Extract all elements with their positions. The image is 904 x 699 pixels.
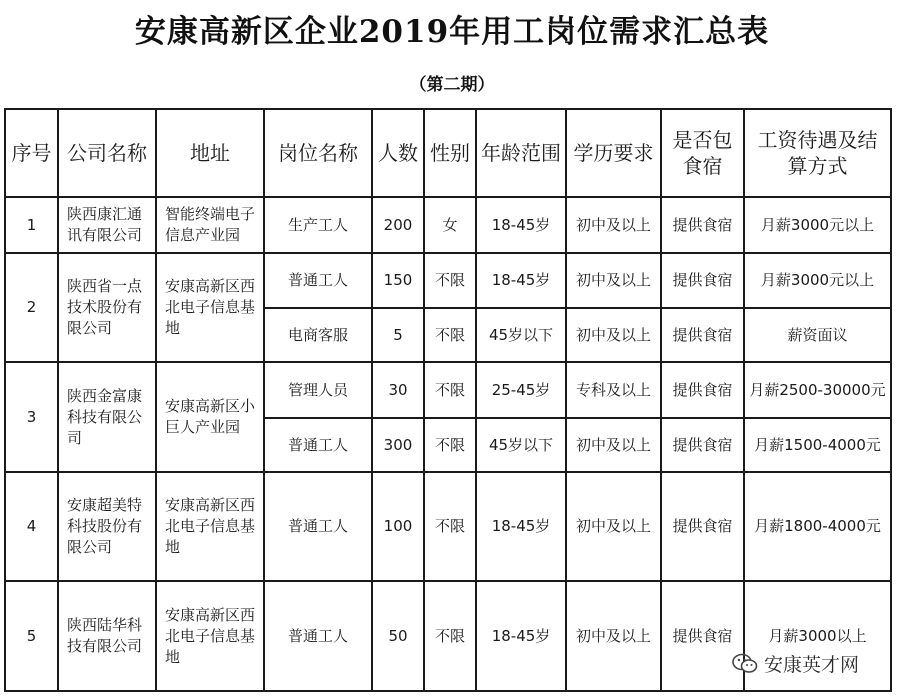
row-index: 2 — [5, 253, 58, 362]
company-name: 安康超美特科技股份有限公司 — [58, 472, 156, 581]
row-index: 1 — [5, 197, 58, 253]
job-count: 100 — [372, 472, 424, 581]
company-address: 安康高新区西北电子信息基地 — [156, 581, 264, 691]
page-title: 安康高新区企业2019年用工岗位需求汇总表 — [134, 14, 770, 50]
company-address: 安康高新区西北电子信息基地 — [156, 253, 264, 362]
job-count: 30 — [372, 362, 424, 418]
job-position: 电商客服 — [264, 308, 372, 362]
header-gender: 性别 — [424, 109, 476, 197]
job-salary: 月薪3000以上 — [744, 581, 891, 691]
header-position: 岗位名称 — [264, 109, 372, 197]
company-name: 陕西金富康科技有限公司 — [58, 362, 156, 472]
job-board: 提供食宿 — [661, 308, 744, 362]
row-index: 4 — [5, 472, 58, 581]
job-position: 普通工人 — [264, 418, 372, 472]
job-salary: 月薪2500-30000元 — [744, 362, 891, 418]
company-address: 智能终端电子信息产业园 — [156, 197, 264, 253]
job-age: 45岁以下 — [476, 418, 566, 472]
company-address: 安康高新区小巨人产业园 — [156, 362, 264, 472]
job-salary: 月薪1800-4000元 — [744, 472, 891, 581]
header-age: 年龄范围 — [476, 109, 566, 197]
company-name: 陕西康汇通讯有限公司 — [58, 197, 156, 253]
job-position: 普通工人 — [264, 253, 372, 308]
job-gender: 女 — [424, 197, 476, 253]
job-salary: 薪资面议 — [744, 308, 891, 362]
job-age: 18-45岁 — [476, 253, 566, 308]
job-position: 普通工人 — [264, 472, 372, 581]
job-gender: 不限 — [424, 308, 476, 362]
job-position: 普通工人 — [264, 581, 372, 691]
job-gender: 不限 — [424, 253, 476, 308]
job-age: 18-45岁 — [476, 472, 566, 581]
header-company: 公司名称 — [58, 109, 156, 197]
job-education: 初中及以上 — [566, 472, 661, 581]
job-age: 18-45岁 — [476, 197, 566, 253]
job-age: 25-45岁 — [476, 362, 566, 418]
job-education: 初中及以上 — [566, 418, 661, 472]
job-education: 初中及以上 — [566, 308, 661, 362]
header-address: 地址 — [156, 109, 264, 197]
watermark — [732, 650, 859, 677]
job-salary: 月薪1500-4000元 — [744, 418, 891, 472]
company-name: 陕西省一点技术股份有限公司 — [58, 253, 156, 362]
job-gender: 不限 — [424, 418, 476, 472]
job-salary: 月薪3000元以上 — [744, 253, 891, 308]
job-count: 300 — [372, 418, 424, 472]
header-education: 学历要求 — [566, 109, 661, 197]
job-education: 专科及以上 — [566, 362, 661, 418]
job-position: 管理人员 — [264, 362, 372, 418]
job-age: 18-45岁 — [476, 581, 566, 691]
job-board: 提供食宿 — [661, 362, 744, 418]
header-row — [5, 109, 891, 197]
job-count: 200 — [372, 197, 424, 253]
job-education: 初中及以上 — [566, 197, 661, 253]
table-row — [5, 253, 891, 308]
table-row — [5, 362, 891, 418]
row-index: 5 — [5, 581, 58, 691]
job-board: 提供食宿 — [661, 418, 744, 472]
watermark-text: 安康英才网 — [764, 654, 860, 676]
header-board: 是否包食宿 — [661, 109, 744, 197]
job-board: 提供食宿 — [661, 581, 744, 691]
job-age: 45岁以下 — [476, 308, 566, 362]
job-education: 初中及以上 — [566, 253, 661, 308]
job-count: 5 — [372, 308, 424, 362]
wechat-icon — [732, 653, 758, 675]
header-count: 人数 — [372, 109, 424, 197]
job-demand-table — [4, 108, 892, 692]
job-board: 提供食宿 — [661, 253, 744, 308]
job-board: 提供食宿 — [661, 197, 744, 253]
table-row — [5, 472, 891, 581]
row-index: 3 — [5, 362, 58, 472]
job-count: 150 — [372, 253, 424, 308]
header-index: 序号 — [5, 109, 58, 197]
company-name: 陕西陆华科技有限公司 — [58, 581, 156, 691]
job-board: 提供食宿 — [661, 472, 744, 581]
header-salary: 工资待遇及结算方式 — [744, 109, 891, 197]
page-subtitle: （第二期） — [409, 75, 495, 95]
job-education: 初中及以上 — [566, 581, 661, 691]
job-count: 50 — [372, 581, 424, 691]
job-salary: 月薪3000元以上 — [744, 197, 891, 253]
job-gender: 不限 — [424, 581, 476, 691]
company-address: 安康高新区西北电子信息基地 — [156, 472, 264, 581]
job-position: 生产工人 — [264, 197, 372, 253]
job-gender: 不限 — [424, 362, 476, 418]
job-gender: 不限 — [424, 472, 476, 581]
table-row — [5, 197, 891, 253]
